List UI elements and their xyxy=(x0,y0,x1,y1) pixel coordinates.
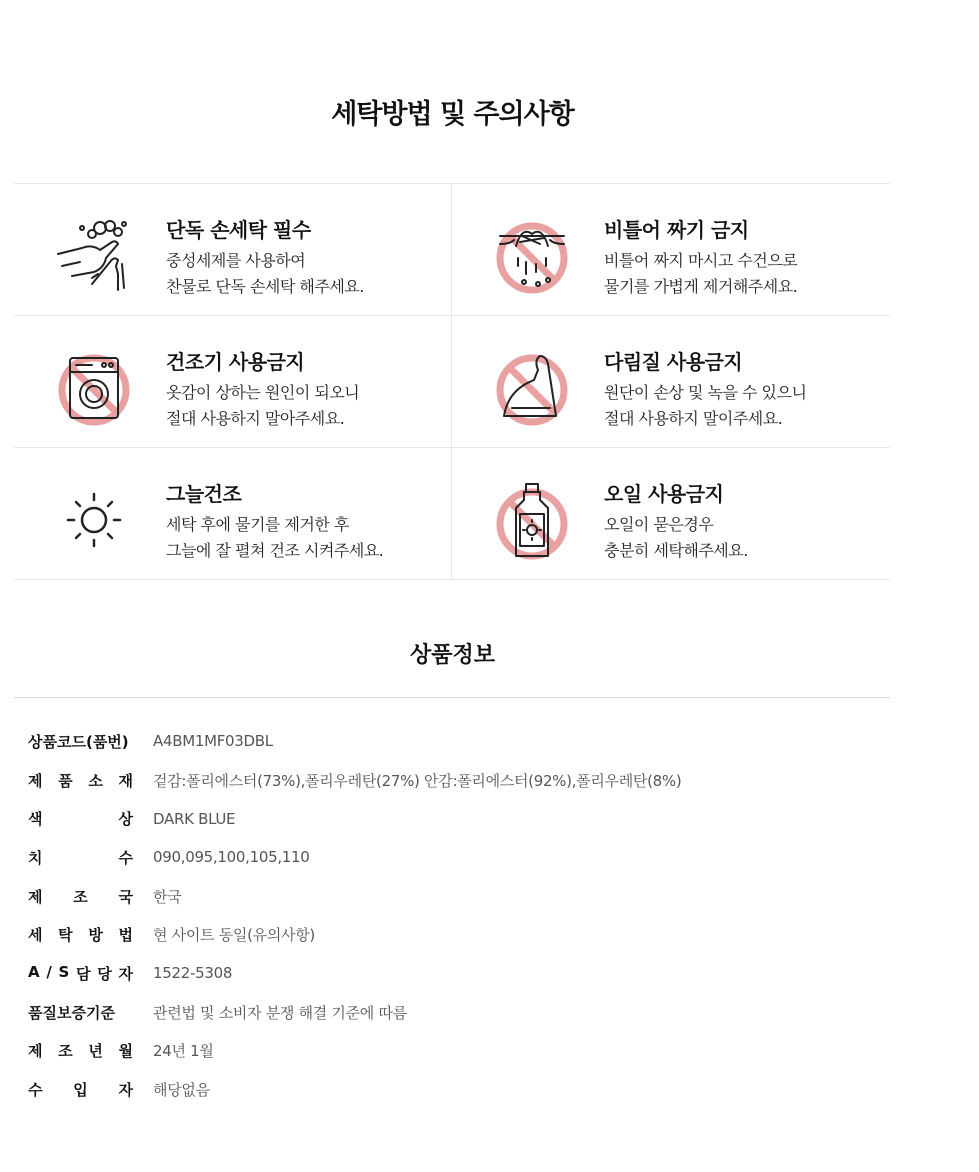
info-row xyxy=(28,722,888,761)
no-oil-icon xyxy=(490,478,574,562)
care-item-desc xyxy=(604,380,806,432)
info-value: 관련법 및 소비자 분쟁 해결 기준에 따름 xyxy=(153,1003,407,1022)
shade-dry-icon xyxy=(52,478,136,562)
care-item-no-dryer xyxy=(14,316,451,447)
care-item-title: 다림질 사용금지 xyxy=(604,350,743,374)
care-item-desc xyxy=(166,380,359,432)
info-row xyxy=(28,915,888,954)
care-item-shade-dry xyxy=(14,448,451,579)
info-row xyxy=(28,877,888,916)
care-desc-line: 절대 사용하지 말이주세요. xyxy=(604,409,783,428)
info-value: 한국 xyxy=(153,887,182,906)
hand-wash-icon xyxy=(52,214,136,298)
care-item-no-wring xyxy=(451,184,889,315)
care-item-no-oil xyxy=(451,448,889,579)
care-item-desc xyxy=(166,248,364,300)
info-value: 24년 1월 xyxy=(153,1042,214,1061)
info-row xyxy=(28,1032,888,1071)
care-item-title: 비틀어 짜기 금지 xyxy=(604,218,749,242)
care-item-hand-wash xyxy=(14,184,451,315)
info-row xyxy=(28,838,888,877)
care-item-desc xyxy=(604,248,797,300)
info-label: 품질보증기준 xyxy=(28,1003,115,1022)
info-value: 현 사이트 동일(유의사항) xyxy=(153,926,315,945)
care-item-title: 건조기 사용금지 xyxy=(166,350,305,374)
info-row xyxy=(28,1070,888,1109)
care-item-desc xyxy=(166,512,383,564)
info-value: 해당없음 xyxy=(153,1081,210,1100)
product-info-title: 상품정보 xyxy=(409,643,495,668)
care-desc-line: 그늘에 잘 펼쳐 건조 시켜주세요. xyxy=(166,541,384,560)
care-row xyxy=(14,448,890,580)
info-label: 색 상 xyxy=(28,810,133,829)
info-label: 상품코드(품번) xyxy=(28,732,129,751)
info-row xyxy=(28,993,888,1032)
care-row xyxy=(14,316,890,448)
care-desc-line: 중성세제를 사용하여 xyxy=(166,251,306,270)
info-label: 세 탁 방 법 xyxy=(28,926,133,945)
product-info-table xyxy=(28,722,888,1109)
care-desc-line: 오일이 묻은경우 xyxy=(604,515,714,534)
info-label: 수 입 자 xyxy=(28,1081,133,1100)
care-item-title: 그늘건조 xyxy=(166,482,242,506)
divider xyxy=(14,697,890,698)
info-label: A / S 담 당 자 xyxy=(28,962,133,983)
no-dryer-icon xyxy=(52,346,136,430)
care-item-title: 오일 사용금지 xyxy=(604,482,724,506)
care-desc-line: 충분히 세탁해주세요. xyxy=(604,541,748,560)
care-desc-line: 비틀어 짜지 마시고 수건으로 xyxy=(604,251,798,270)
care-desc-line: 세탁 후에 물기를 제거한 후 xyxy=(166,515,349,534)
info-value: 090,095,100,105,110 xyxy=(153,848,310,867)
care-item-desc xyxy=(604,512,748,564)
care-desc-line: 물기를 가볍게 제거해주세요. xyxy=(604,277,798,296)
info-label: 제 품 소 재 xyxy=(28,771,133,790)
care-desc-line: 원단이 손상 및 녹을 수 있으니 xyxy=(604,383,807,402)
info-value: A4BM1MF03DBL xyxy=(153,732,273,751)
info-row xyxy=(28,761,888,800)
care-item-no-iron xyxy=(451,316,889,447)
info-label: 치 수 xyxy=(28,848,133,867)
care-desc-line: 찬물로 단독 손세탁 해주세요. xyxy=(166,277,364,296)
info-value: 겉감:폴리에스터(73%),폴리우레탄(27%) 안감:폴리에스터(92%),폴리우레탄(8%) xyxy=(153,771,682,790)
no-wring-icon xyxy=(490,214,574,298)
care-row xyxy=(14,184,890,316)
info-row xyxy=(28,954,888,993)
no-iron-icon xyxy=(490,346,574,430)
care-item-title: 단독 손세탁 필수 xyxy=(166,218,311,242)
care-desc-line: 옷감이 상하는 원인이 되오니 xyxy=(166,383,360,402)
care-desc-line: 절대 사용하지 말아주세요. xyxy=(166,409,345,428)
page-title: 세탁방법 및 주의사항 xyxy=(331,99,574,130)
info-label: 제 조 국 xyxy=(28,887,133,906)
info-value: DARK BLUE xyxy=(153,809,236,828)
info-label: 제 조 년 월 xyxy=(28,1042,133,1061)
care-grid xyxy=(14,183,890,580)
info-row xyxy=(28,799,888,838)
info-value: 1522-5308 xyxy=(153,964,233,983)
